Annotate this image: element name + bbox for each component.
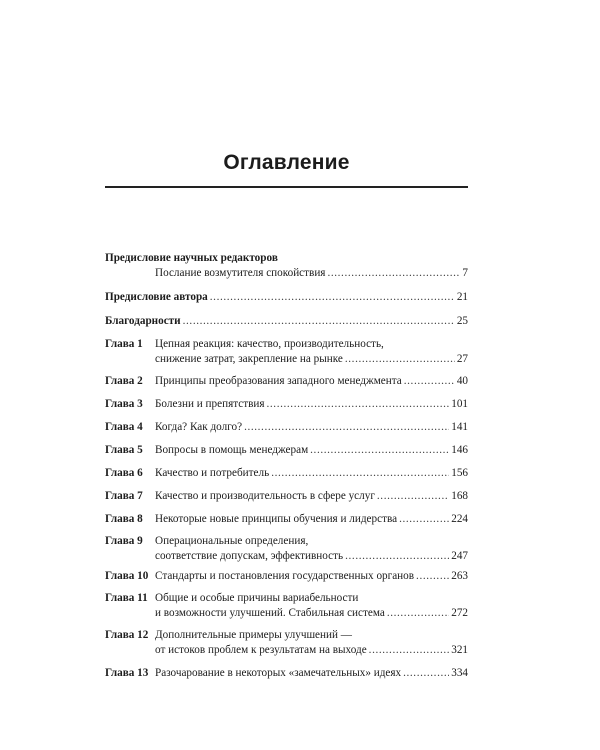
page-number: 27: [456, 353, 468, 365]
chapter-label: Глава 5: [105, 444, 143, 456]
toc-entry-title: Принципы преобразования западного менеджмента: [155, 375, 402, 387]
page-number: 101: [451, 398, 468, 410]
toc-entry-title-cont: от истоков проблем к результатам на выходе: [155, 644, 367, 656]
dot-leader: [210, 290, 455, 305]
page-number: 25: [456, 315, 468, 327]
dot-leader: [183, 314, 455, 329]
toc-entry-title: Цепная реакция: качество, производительность,: [155, 338, 384, 350]
page-number: 146: [451, 444, 468, 456]
dot-leader: [345, 549, 449, 564]
chapter-label: Глава 7: [105, 490, 143, 502]
dot-leader: [327, 266, 460, 281]
toc-entry-title: Разочарование в некоторых «замечательных» идеях: [155, 667, 402, 679]
dot-leader: [244, 420, 449, 435]
chapter-label: Глава 12: [105, 629, 149, 641]
page-number: 321: [451, 644, 468, 656]
toc-entry-title: Некоторые новые принципы обучения и лидерства: [155, 513, 398, 525]
page-number: 141: [451, 421, 468, 433]
page-number: 247: [451, 550, 468, 562]
chapter-label: Глава 13: [105, 667, 149, 679]
toc-entry-title: Стандарты и постановления государственных органов: [155, 570, 415, 582]
toc-entry-title: Вопросы в помощь менеджерам: [155, 444, 309, 456]
dot-leader: [271, 466, 449, 481]
page-number: 272: [451, 607, 468, 619]
page-number: 263: [451, 570, 468, 582]
toc-entry-title-cont: и возможности улучшений. Стабильная система: [155, 607, 385, 619]
chapter-label: Глава 10: [105, 570, 149, 582]
dot-leader: [310, 443, 449, 458]
chapter-label: Глава 9: [105, 535, 143, 547]
dot-leader: [399, 512, 449, 527]
toc-entry-subtitle: Послание возмутителя спокойствия: [155, 267, 326, 279]
page-number: 21: [456, 291, 468, 303]
chapter-label: Глава 11: [105, 592, 148, 604]
chapter-label: Глава 4: [105, 421, 143, 433]
chapter-label: Глава 2: [105, 375, 143, 387]
toc-entry-title: Качество и потребитель: [155, 467, 270, 479]
chapter-label: Глава 8: [105, 513, 143, 525]
dot-leader: [267, 397, 450, 412]
toc-entry-title: Операциональные определения,: [155, 535, 309, 547]
chapter-label: Глава 3: [105, 398, 143, 410]
dot-leader: [369, 643, 450, 658]
page-number: 168: [451, 490, 468, 502]
page-title: Оглавление: [223, 151, 350, 174]
toc-entry-title: Предисловие научных редакторов: [105, 252, 278, 264]
toc-entry-title-cont: соответствие допускам, эффективность: [155, 550, 344, 562]
page-number: 334: [451, 667, 468, 679]
dot-leader: [345, 352, 455, 367]
toc-entry-title: Болезни и препятствия: [155, 398, 265, 410]
dot-leader: [416, 569, 449, 584]
dot-leader: [377, 489, 449, 504]
page-number: 40: [456, 375, 468, 387]
page-number: 224: [451, 513, 468, 525]
dot-leader: [387, 606, 449, 621]
dot-leader: [404, 374, 455, 389]
toc-entry-title-cont: снижение затрат, закрепление на рынке: [155, 353, 343, 365]
toc-entry-title: Предисловие автора: [105, 291, 208, 303]
chapter-label: Глава 1: [105, 338, 143, 350]
title-divider: [105, 186, 468, 188]
toc-entry-title: Общие и особые причины вариабельности: [155, 592, 359, 604]
dot-leader: [403, 666, 449, 681]
chapter-label: Глава 6: [105, 467, 143, 479]
toc-entry-title: Когда? Как долго?: [155, 421, 243, 433]
toc-entry-title: Дополнительные примеры улучшений —: [155, 629, 352, 641]
page-number: 7: [462, 267, 468, 279]
page-number: 156: [451, 467, 468, 479]
toc-entry-title: Качество и производительность в сфере услуг: [155, 490, 375, 502]
toc-entry-title: Благодарности: [105, 315, 181, 327]
